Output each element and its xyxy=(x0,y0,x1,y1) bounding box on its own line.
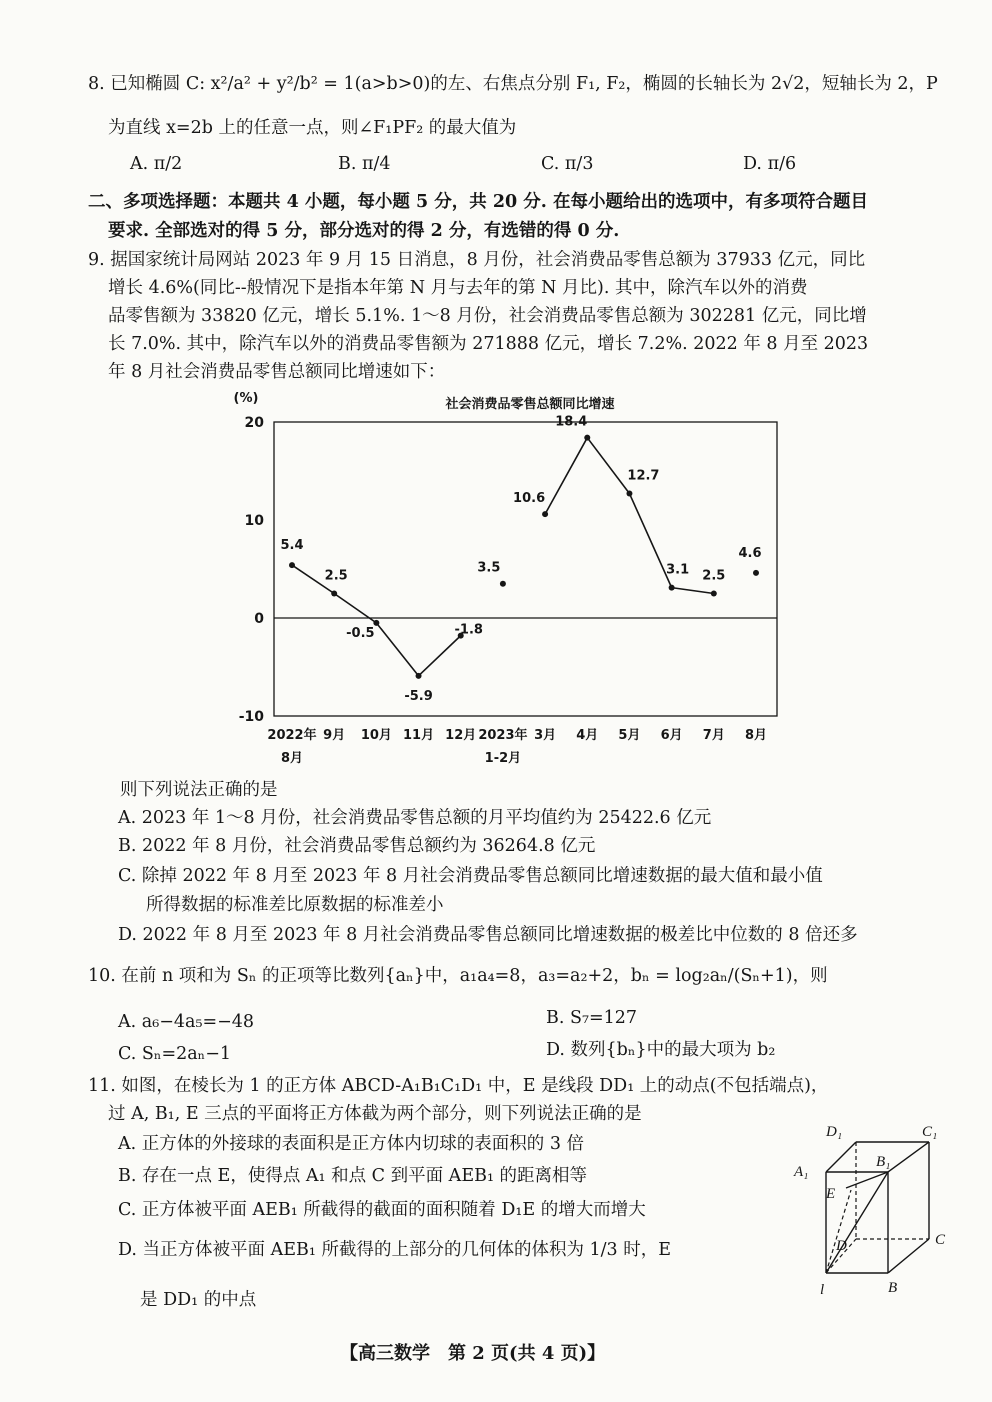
x-tick-label: 12月 xyxy=(445,728,477,743)
data-label: 3.5 xyxy=(477,560,501,576)
data-point xyxy=(669,585,675,591)
data-label: 5.4 xyxy=(280,538,304,554)
q9-line4: 长 7.0%. 其中，除汽车以外的消费品零售额为 271888 亿元，增长 7.2%. 2022 年 8 月至 2023 xyxy=(108,334,869,354)
q8-option-d[interactable] xyxy=(743,152,796,176)
option-value: π/2 xyxy=(153,154,183,174)
series-line xyxy=(545,438,587,514)
q9-line2: 增长 4.6%(同比--般情况下是指本年第 N 月与去年的第 N 月比). 其中，除汽车以外的消费 xyxy=(108,278,808,298)
label-D: D xyxy=(836,1238,847,1254)
data-point xyxy=(626,491,632,497)
y-tick-label: -10 xyxy=(238,709,264,725)
q9-line5: 年 8 月社会消费品零售总额同比增速如下： xyxy=(108,362,446,382)
section2-line1: 二、多项选择题：本题共 4 小题，每小题 5 分，共 20 分. 在每小题给出的选项中，有多项符合题目 xyxy=(88,192,868,212)
chart-title: 社会消费品零售总额同比增速 xyxy=(445,397,615,412)
q10-option-c[interactable]: C. Sₙ=2aₙ−1 xyxy=(118,1044,232,1064)
x-tick-label: 3月 xyxy=(534,728,557,743)
q11-option-b[interactable]: B. 存在一点 E，使得点 A₁ 和点 C 到平面 AEB₁ 的距离相等 xyxy=(118,1166,588,1186)
q9-question: 则下列说法正确的是 xyxy=(120,780,278,800)
y-axis-label: (%) xyxy=(233,391,259,406)
x-tick-label: 9月 xyxy=(323,728,346,743)
label-A1: A₁ xyxy=(794,1164,809,1180)
q9-line1: 9. 据国家统计局网站 2023 年 9 月 15 日消息，8 月份，社会消费品零售总额为 37933 亿元，同比 xyxy=(88,250,866,270)
option-value: π/6 xyxy=(767,154,797,174)
label-B: B xyxy=(888,1280,898,1296)
q8-option-c[interactable] xyxy=(541,152,593,176)
data-point xyxy=(500,581,506,587)
data-point xyxy=(331,591,337,597)
data-point xyxy=(542,511,548,517)
data-point xyxy=(289,562,295,568)
y-tick-label: 10 xyxy=(244,513,264,529)
data-label: -0.5 xyxy=(346,625,375,641)
option-label: B. xyxy=(338,154,357,174)
series-line xyxy=(672,588,714,594)
option-value: π/4 xyxy=(362,154,391,174)
x-tick-label: 7月 xyxy=(702,728,725,743)
label-B1: B₁ xyxy=(876,1154,891,1170)
option-label: D. xyxy=(743,154,762,174)
data-point xyxy=(584,435,590,441)
data-label: 3.1 xyxy=(666,562,690,578)
x-tick-label: 8月 xyxy=(744,728,768,743)
q11-option-c[interactable]: C. 正方体被平面 AEB₁ 所截得的截面的面积随着 D₁E 的增大而增大 xyxy=(118,1200,646,1220)
x-tick-label: 5月 xyxy=(618,728,641,743)
data-label: 2.5 xyxy=(702,568,726,584)
y-tick-label: 20 xyxy=(244,415,264,431)
label-C1: C₁ xyxy=(922,1124,938,1140)
q9-option-b[interactable]: B. 2022 年 8 月份，社会消费品零售总额约为 36264.8 亿元 xyxy=(118,836,596,856)
q9-option-d[interactable]: D. 2022 年 8 月至 2023 年 8 月社会消费品零售总额同比增速数据的极差比中位数的 8 倍还多 xyxy=(118,925,858,945)
data-label: 12.7 xyxy=(627,468,660,484)
data-label: 4.6 xyxy=(738,545,762,561)
q11-line2: 过 A, B₁, E 三点的平面将正方体截为两个部分，则下列说法正确的是 xyxy=(108,1104,642,1124)
section2-line2: 要求. 全部选对的得 5 分，部分选对的得 2 分，有选错的得 0 分. xyxy=(108,221,620,241)
q8-line1: 8. 已知椭圆 C: x²/a² + y²/b² = 1(a>b>0)的左、右焦点分别 F₁, F₂，椭圆的长轴长为 2√2，短轴长为 2，P xyxy=(88,74,938,94)
q10-line1: 10. 在前 n 项和为 Sₙ 的正项等比数列{aₙ}中，a₁a₄=8，a₃=a₂+2，bₙ = log₂aₙ/(Sₙ+1)，则 xyxy=(88,966,828,986)
q9-option-c[interactable]: C. 除掉 2022 年 8 月至 2023 年 8 月社会消费品零售总额同比增速数据的最大值和最小值 xyxy=(118,866,823,886)
option-value: π/3 xyxy=(564,154,594,174)
data-point xyxy=(711,591,717,597)
cube-figure xyxy=(796,1118,956,1298)
x-tick-label: 1-2月 xyxy=(484,751,522,766)
q11-option-a[interactable]: A. 正方体的外接球的表面积是正方体内切球的表面积的 3 倍 xyxy=(118,1134,585,1154)
x-tick-label: 2023年 xyxy=(478,728,528,743)
x-tick-label: 4月 xyxy=(576,728,599,743)
q11-line1: 11. 如图，在棱长为 1 的正方体 ABCD-A₁B₁C₁D₁ 中，E 是线段 DD₁ 上的动点(不包括端点)， xyxy=(88,1076,829,1096)
q8-line2: 为直线 x=2b 上的任意一点，则∠F₁PF₂ 的最大值为 xyxy=(108,118,517,138)
data-label: 2.5 xyxy=(324,568,348,584)
q8-option-b[interactable] xyxy=(338,152,391,176)
series-line xyxy=(587,438,629,494)
q10-option-a[interactable]: A. a₆−4a₅=−48 xyxy=(118,1012,255,1032)
y-tick-label: 0 xyxy=(254,611,264,627)
q10-option-b[interactable]: B. S₇=127 xyxy=(546,1008,638,1028)
q9-line3: 品零售额为 33820 亿元，增长 5.1%. 1～8 月份，社会消费品零售总额为 302281 亿元，同比增 xyxy=(108,306,867,326)
series-line xyxy=(419,636,461,676)
data-label: -1.8 xyxy=(454,622,483,638)
option-label: C. xyxy=(541,154,560,174)
data-point xyxy=(416,673,422,679)
option-label: A. xyxy=(130,154,149,174)
label-C: C xyxy=(935,1232,946,1248)
q9-option-a[interactable]: A. 2023 年 1～8 月份，社会消费品零售总额的月平均值约为 25422.6 亿元 xyxy=(118,808,712,828)
x-tick-label: 6月 xyxy=(660,728,683,743)
q9-option-c-cont: 所得数据的标准差比原数据的标准差小 xyxy=(146,895,444,915)
q11-option-d[interactable]: D. 当正方体被平面 AEB₁ 所截得的上部分的几何体的体积为 1/3 时，E xyxy=(118,1240,672,1260)
x-tick-label: 10月 xyxy=(360,728,392,743)
data-label: -5.9 xyxy=(404,688,433,704)
x-tick-label: 2022年 xyxy=(267,728,317,743)
data-label: 18.4 xyxy=(555,414,588,430)
label-A: l xyxy=(820,1282,825,1298)
page-footer: 【高三数学 第 2 页(共 4 页)】 xyxy=(340,1343,606,1364)
q8-option-a[interactable] xyxy=(130,152,182,176)
data-label: 10.6 xyxy=(513,491,546,507)
data-point xyxy=(753,570,759,576)
q10-option-d[interactable]: D. 数列{bₙ}中的最大项为 b₂ xyxy=(546,1040,776,1060)
q11-option-d-cont: 是 DD₁ 的中点 xyxy=(140,1290,257,1310)
label-E: E xyxy=(826,1186,836,1202)
growth-chart xyxy=(224,386,784,772)
series-line xyxy=(376,623,418,676)
label-D1: D₁ xyxy=(826,1124,843,1140)
x-tick-label: 11月 xyxy=(402,728,435,743)
x-tick-label: 8月 xyxy=(280,751,304,766)
